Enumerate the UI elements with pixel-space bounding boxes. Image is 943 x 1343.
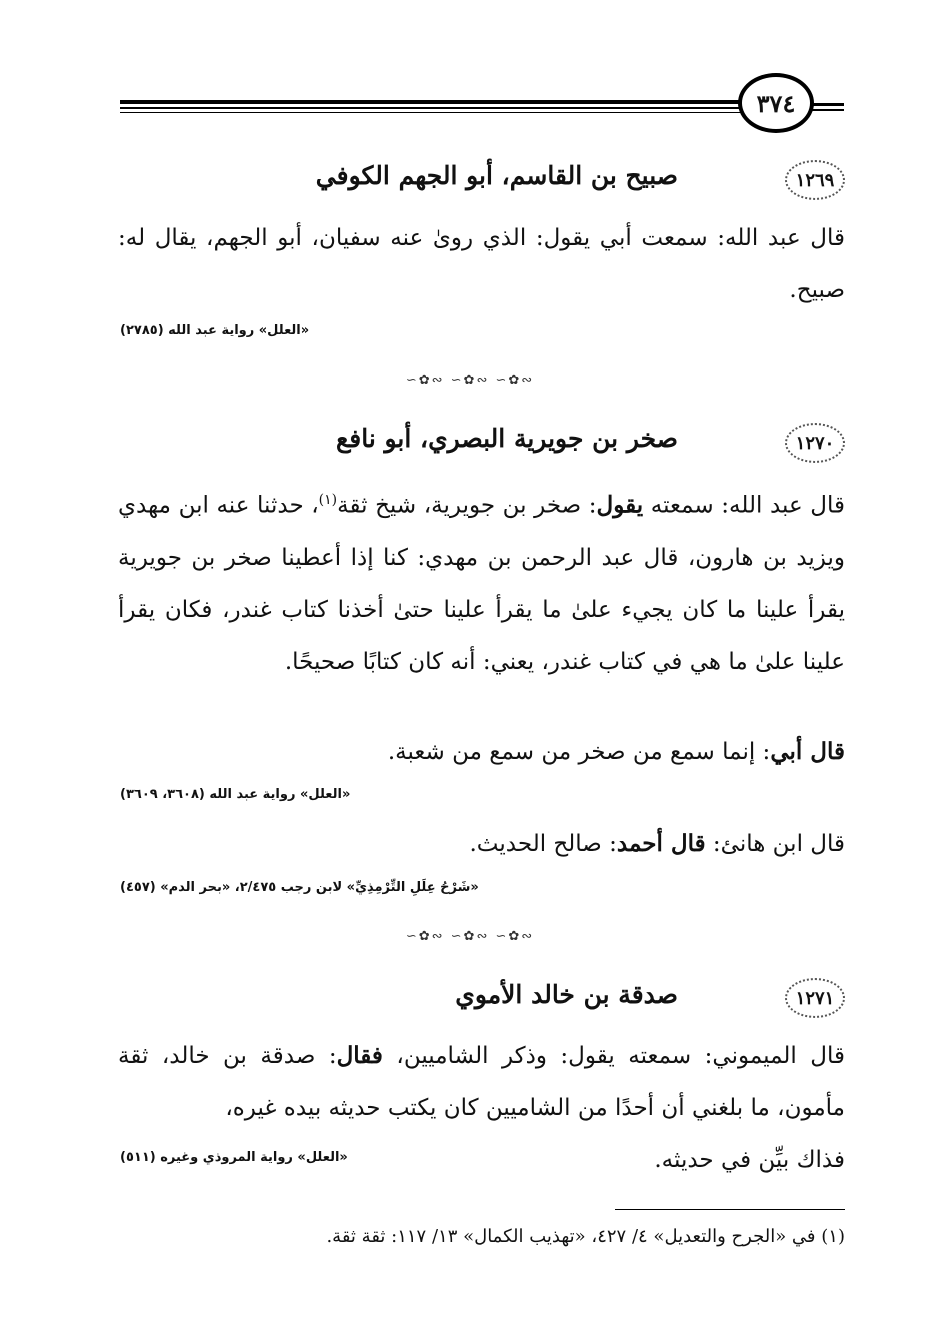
text-run: قال الميموني: سمعته يقول: وذكر الشاميين، bbox=[382, 1043, 845, 1069]
entry-paragraph bbox=[118, 474, 845, 688]
source-citation: «العلل» رواية عبد الله (٣٦٠٨، ٣٦٠٩) bbox=[120, 787, 351, 802]
text-run-bold: يقول bbox=[596, 491, 644, 519]
text-run-bold: قال أحمد bbox=[616, 830, 706, 857]
entry-paragraph bbox=[118, 1030, 845, 1134]
source-citation: «شَرْحُ عِلَلِ التِّرْمِذِيِّ» لابن رجب ٢/٤٧٥، «بحر الدم» (٤٥٧) bbox=[120, 880, 479, 895]
entry-title: صخر بن جويرية البصري، أبو نافع bbox=[335, 424, 678, 453]
footnote-marker: (١) bbox=[318, 492, 338, 508]
text-run: : صالح الحديث. bbox=[469, 831, 617, 857]
source-citation: «العلل» رواية عبد الله (٢٧٨٥) bbox=[120, 323, 310, 338]
entry-paragraph: فذاك بيِّن في حديثه. bbox=[654, 1147, 845, 1173]
source-citation: «العلل» رواية المروذي وغيره (٥١١) bbox=[120, 1150, 348, 1165]
entry-number-badge: ١٢٧١ bbox=[785, 978, 845, 1018]
text-run: قال عبد الله: سمعته bbox=[643, 492, 845, 519]
section-divider-ornament: ∽✿∾ ∽✿∾ ∽✿∾ bbox=[405, 373, 535, 388]
text-run: : صخر بن جويرية، شيخ ثقة bbox=[337, 492, 597, 519]
entry-number-badge: ١٢٧٠ bbox=[785, 423, 845, 463]
entry-title: صبيح بن القاسم، أبو الجهم الكوفي bbox=[315, 161, 678, 190]
page-number: ٣٧٤ bbox=[738, 73, 814, 133]
text-run: ، حدثنا عنه ابن مهدي ويزيد بن هارون، قال عبد الرحمن بن مهدي: كنا إذا أعطينا صخر بن جويرية يقرأ علينا ما كان يجيء علىٰ ما يقرأ علينا حتىٰ أخذنا كتاب غندر، فكان يقرأ علينا علىٰ ما هي في كتاب غندر، يعني: أنه كان كتابًا صحيحًا. bbox=[118, 492, 845, 675]
entry-paragraph bbox=[118, 726, 845, 778]
text-run: : إنما سمع من صخر من سمع من شعبة. bbox=[387, 739, 771, 765]
entry-paragraph: قال عبد الله: سمعت أبي يقول: الذي روىٰ عنه سفيان، أبو الجهم، يقال له: صبيح. bbox=[118, 225, 845, 303]
header-rule bbox=[120, 112, 750, 113]
text-run-bold: قال أبي bbox=[770, 738, 845, 765]
text-run-bold: فقال bbox=[336, 1042, 383, 1069]
footnote: (١) في «الجرح والتعديل» ٤/ ٤٢٧، «تهذيب الكمال» ١٣/ ١١٧: ثقة ثقة. bbox=[326, 1226, 845, 1247]
entry-paragraph bbox=[118, 818, 845, 870]
footnote-separator bbox=[615, 1209, 845, 1210]
text-run: : صدقة بن خالد، ثقة مأمون، ما بلغني أن أحدًا من الشاميين كان يكتب حديثه بيده غيره، bbox=[118, 1043, 845, 1121]
section-divider-ornament: ∽✿∾ ∽✿∾ ∽✿∾ bbox=[405, 929, 535, 944]
text-run: قال ابن هانئ: bbox=[705, 831, 845, 857]
entry-number-badge: ١٢٦٩ bbox=[785, 160, 845, 200]
entry-title: صدقة بن خالد الأموي bbox=[455, 980, 678, 1009]
header-rule bbox=[120, 100, 750, 104]
header-rule bbox=[120, 107, 750, 109]
